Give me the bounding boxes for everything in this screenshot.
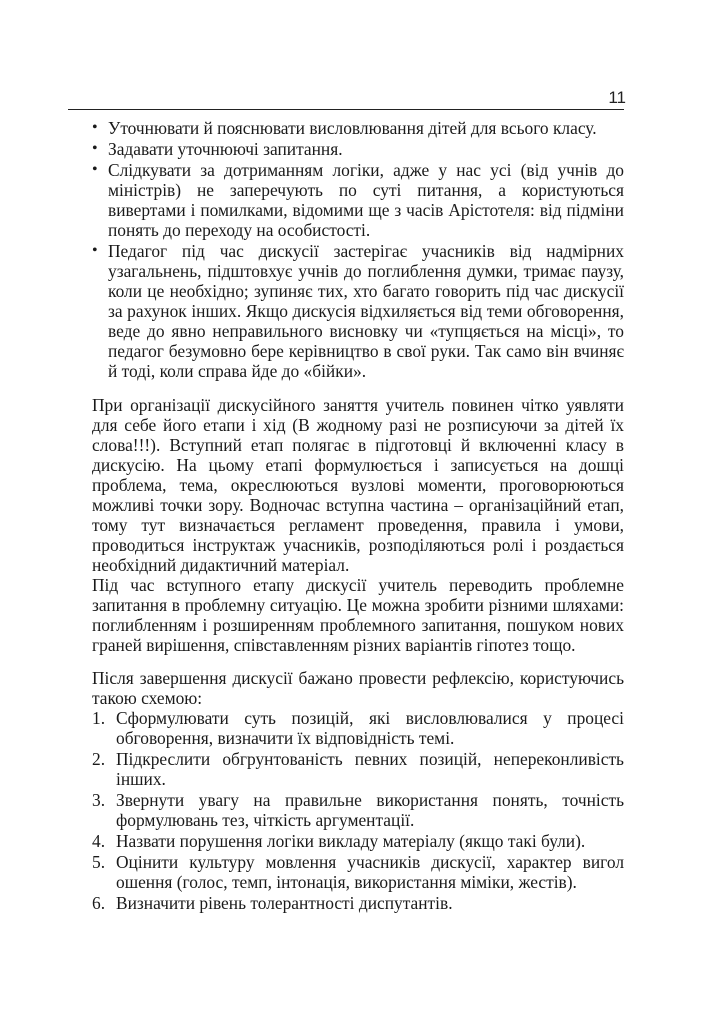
numbered-list (92, 708, 624, 913)
numbered-item (92, 831, 624, 851)
item-text: Визначити рівень толерантності диспутантів. (116, 893, 453, 913)
bullet-icon: • (92, 161, 98, 178)
numbered-item (92, 893, 624, 913)
item-text: Підкреслити обгрунтованість певних позицій, непереконливість інших. (116, 749, 624, 789)
bullet-list (92, 118, 624, 381)
numbered-item (92, 708, 624, 748)
bullet-text: Уточнювати й пояснювати висловлювання дітей для всього класу. (108, 118, 597, 138)
item-number: 4. (92, 831, 106, 851)
bullet-text: Задавати уточнюючі запитання. (108, 139, 343, 159)
item-number: 6. (92, 893, 106, 913)
item-number: 5. (92, 852, 106, 872)
paragraph: При організації дискусійного заняття учитель повинен чітко уявляти для себе його етапи і хід (В жодному разі не розписуючи за дітей їх слова!!!). Вступний етап полягає в підготовці й включенні класу в дискусію. На цьому етапі формулюється і записується на дошці проблема, тема, окреслюються вузлові моменти, проговорюються можливі точки зору. Водночас вступна частина – організаційний етап, тому тут визначається регламент проведення, правила і умови, проводиться інструктаж учасників, розподіляються ролі і роздається необхідний дидактичний матеріал. (92, 395, 624, 575)
bullet-icon: • (92, 242, 98, 259)
paragraph: Під час вступного етапу дискусії учитель переводить проблемне запитання в проблемну ситуацію. Це можна зробити різними шляхами: поглибленням і розширенням проблемного запитання, пошуком нових граней вирішення, співставленням різних варіантів гіпотез тощо. (92, 575, 624, 655)
numbered-item (92, 852, 624, 892)
item-number: 1. (92, 708, 106, 728)
numbered-item (92, 790, 624, 830)
numbered-item (92, 749, 624, 789)
bullet-icon: • (92, 140, 98, 157)
bullet-item (92, 160, 624, 240)
bullet-item (92, 118, 624, 138)
paragraph: Після завершення дискусії бажано провести рефлексію, користуючись такою схемою: (92, 668, 624, 708)
item-number: 2. (92, 749, 106, 769)
bullet-text: Педагог під час дискусії застерігає учасників від надмірних узагальнень, підштовхує учнів до поглиблення думки, тримає паузу, коли це необхідно; зупиняє тих, хто багато говорить під час дискусії за рахунок інших. Якщо дискусія відхиляється від теми обговорення, веде до явно неправильного висновку чи «тупцяється на місці», то педагог безумовно бере керівництво в свої руки. Так само він вчиняє й тоді, коли справа йде до «бійки». (108, 241, 624, 381)
bullet-item (92, 139, 624, 159)
item-text: Назвати порушення логіки викладу матеріалу (якщо такі були). (116, 831, 586, 851)
item-number: 3. (92, 790, 106, 810)
bullet-item (92, 241, 624, 381)
header-rule (68, 109, 624, 110)
page-number: 11 (608, 88, 626, 107)
bullet-icon: • (92, 119, 98, 136)
item-text: Звернути увагу на правильне використання понять, точність формулювань тез, чіткість аргументації. (116, 790, 624, 830)
item-text: Оцінити культуру мовлення учасників дискусії, характер вигол ошення (голос, темп, інтонація, використання міміки, жестів). (116, 852, 624, 892)
page-content (92, 118, 624, 914)
item-text: Сформулювати суть позицій, які висловлювалися у процесі обговорення, визначити їх відповідність темі. (116, 708, 624, 748)
bullet-text: Слідкувати за дотриманням логіки, адже у нас усі (від учнів до міністрів) не заперечують по суті питання, а користуються вивертами і помилками, відомими ще з часів Арістотеля: від підміни понять до переходу на особистості. (108, 160, 624, 240)
